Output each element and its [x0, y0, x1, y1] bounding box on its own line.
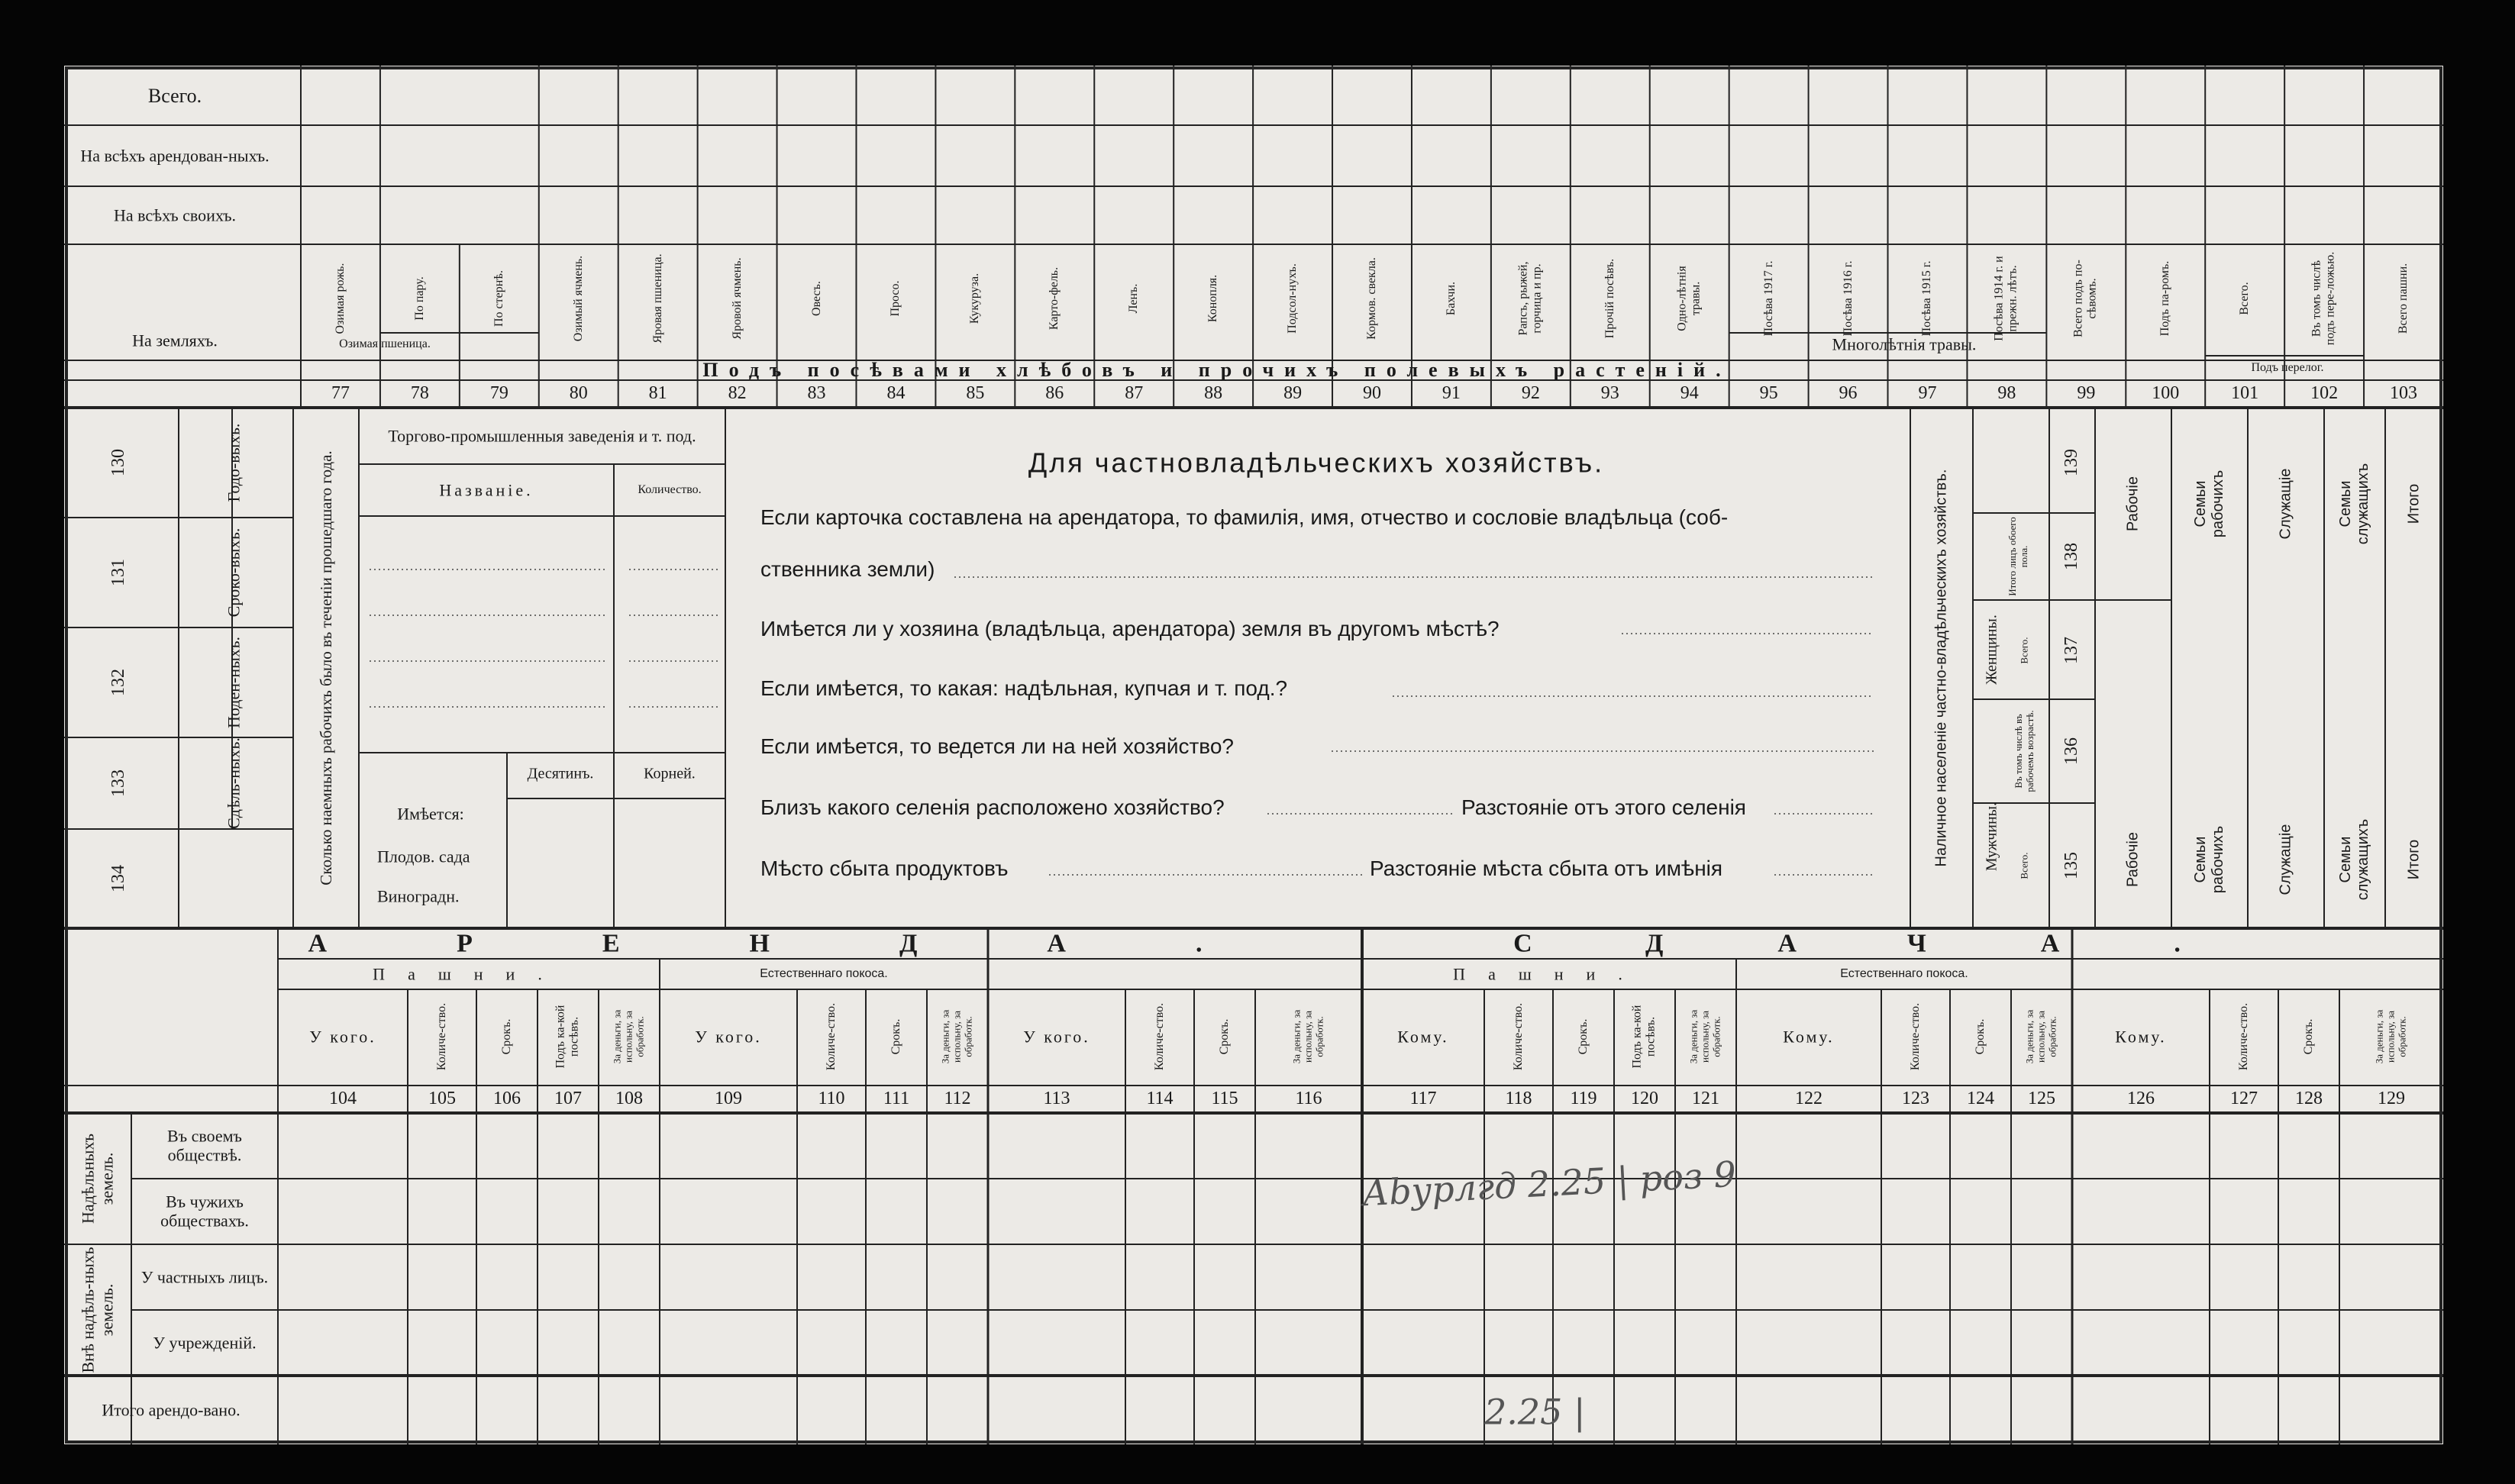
lease-header-3: Подъ ка-кой посѣвъ.: [554, 1005, 581, 1069]
handwritten-total: 2.25 |: [1484, 1391, 1586, 1433]
lease-header-6: Количе-ство.: [824, 1002, 838, 1071]
bottom-row-uchrezhdeniy: У учрежденій.: [153, 1333, 257, 1353]
workers-num-133: 133: [108, 769, 129, 797]
row-label-svoikh: На всѣхъ своихъ.: [114, 205, 236, 225]
population-num-139: 139: [2061, 449, 2082, 476]
lease-header-15: Срокъ.: [1576, 1018, 1590, 1055]
lease-num-121: 121: [1692, 1089, 1719, 1109]
crop-num-77: 77: [331, 383, 350, 404]
lease-header-20: Срокъ.: [1973, 1018, 1987, 1055]
crop-num-94: 94: [1680, 383, 1699, 404]
bottom-row-chuzhikh: Въ чужихъ обществахъ.: [160, 1192, 249, 1231]
lease-num-107: 107: [554, 1089, 582, 1109]
crop-num-82: 82: [728, 383, 747, 404]
population-caption: Наличное населеніе частно-владѣльческихъ хозяйствъ.: [1932, 469, 1950, 867]
question-village: Близъ какого селенія расположено хозяйство?: [760, 795, 1225, 819]
lease-header-16: Подъ ка-кой посѣвъ.: [1630, 1005, 1658, 1069]
population-men-vsego: Всего.: [2018, 852, 2030, 879]
trade-garden-label: Плодов. сада: [377, 847, 470, 866]
lease-header-17: За деньги, за испольну, за обработк.: [1687, 1009, 1722, 1064]
lease-header-12: За деньги, за испольну, за обработк.: [1290, 1009, 1325, 1064]
bottom-row-chastnykh: У частныхъ лицъ.: [140, 1267, 269, 1287]
population-num-135: 135: [2061, 852, 2082, 879]
workers-num-132: 132: [108, 669, 129, 696]
census-form-card: [64, 66, 2443, 1444]
handwritten-note: Аbурлгд 2.25 | роз 9: [1361, 1153, 1738, 1215]
lease-num-126: 126: [2127, 1089, 2155, 1109]
crop-label-98: Посѣва 1914 г. и прежн. лѣтъ.: [1993, 256, 2020, 341]
lease-num-112: 112: [944, 1089, 971, 1109]
crop-banner: Подъ посѣвами хлѣбовъ и прочихъ полевыхъ растеній.: [702, 359, 1732, 382]
crop-label-89: Подсол-нухъ.: [1285, 263, 1299, 334]
crop-num-102: 102: [2310, 383, 2339, 404]
crop-label-95: Посѣва 1917 г.: [1761, 260, 1775, 337]
workers-label-133: Сдѣль-ныхъ.: [224, 737, 244, 829]
population-women-vsego: Всего.: [2018, 637, 2030, 664]
crop-num-84: 84: [886, 383, 906, 404]
lease-num-122: 122: [1795, 1089, 1822, 1109]
lease-num-124: 124: [1967, 1089, 1994, 1109]
lease-header-9: У кого.: [1023, 1027, 1090, 1047]
trade-title: Торгово-промышленныя заведенія и т. под.: [388, 426, 696, 446]
crop-label-87: Ленъ.: [1127, 283, 1141, 314]
crop-num-88: 88: [1204, 383, 1223, 404]
bottom-row-svoem: Въ своемъ обществѣ.: [167, 1126, 242, 1165]
workers-num-130: 130: [108, 449, 129, 476]
lease-header-10: Количе-ство.: [1152, 1002, 1166, 1071]
crop-label-93: Прочій посѣвъ.: [1603, 258, 1616, 339]
population-cat-top-0: Рабочіе: [2124, 476, 2142, 531]
lease-pashni-2: Пашни.: [1453, 964, 1645, 984]
crop-label-92: Рапсъ, рыжей, горчица и пр.: [1516, 261, 1544, 336]
lease-pokos-2: Естественнаго покоса.: [1840, 966, 1968, 980]
bottom-nadel-group: Надѣльныхъ земель.: [78, 1134, 117, 1224]
population-cat-bottom-1: Семьи рабочихъ: [2192, 825, 2226, 894]
crop-num-100: 100: [2152, 383, 2180, 404]
group-label-perelog: Подъ перелог.: [2251, 360, 2324, 374]
bottom-vne-group: Внѣ надѣль-ныхъ земель.: [78, 1247, 117, 1373]
crop-num-89: 89: [1283, 383, 1303, 404]
question-owner: Если карточка составлена на арендатора, то фамилія, имя, отчество и сословіе владѣльца (соб-: [760, 505, 1729, 529]
lease-num-128: 128: [2295, 1089, 2323, 1109]
lease-num-113: 113: [1043, 1089, 1070, 1109]
lease-num-109: 109: [715, 1089, 742, 1109]
crop-num-87: 87: [1125, 383, 1144, 404]
crop-label-86: Карто-фель.: [1048, 266, 1061, 331]
bottom-row-total: Итого арендо-вано.: [102, 1400, 241, 1420]
crop-num-81: 81: [648, 383, 667, 404]
crop-num-103: 103: [2390, 383, 2418, 404]
population-cat-bottom-4: Итого: [2405, 839, 2423, 880]
lease-num-129: 129: [2378, 1089, 2405, 1109]
lease-num-114: 114: [1146, 1089, 1174, 1109]
crop-label-102: Въ томъ числѣ подъ пере-ложью.: [2310, 251, 2338, 346]
population-cat-top-4: Итого: [2405, 483, 2423, 524]
row-label-vsego: Всего.: [147, 85, 202, 108]
crop-label-79: По стернѣ.: [492, 270, 505, 327]
crop-num-97: 97: [1918, 383, 1937, 404]
trade-korney-header: Корней.: [644, 765, 696, 782]
lease-header-13: Кому.: [1397, 1027, 1449, 1047]
question-farming: Если имѣется, то ведется ли на ней хозяйство?: [760, 734, 1234, 758]
row-label-arendovannykh: На всѣхъ арендован-ныхъ.: [80, 146, 270, 166]
crop-label-77: Озимая рожь.: [333, 263, 347, 334]
crop-label-101: Всего.: [2237, 282, 2251, 315]
lease-header-1: Количе-ство.: [434, 1002, 448, 1071]
crop-label-82: Яровой ячмень.: [730, 257, 744, 340]
crop-label-94: Одно-лѣтнія травы.: [1675, 266, 1703, 331]
lease-header-4: За деньги, за испольну, за обработк.: [611, 1009, 646, 1064]
lease-num-108: 108: [615, 1089, 643, 1109]
lease-header-2: Срокъ.: [499, 1018, 513, 1055]
population-cat-bottom-0: Рабочіе: [2124, 832, 2142, 887]
group-label-ozimaya: Озимая пшеница.: [339, 337, 431, 350]
lease-num-110: 110: [818, 1089, 845, 1109]
crop-label-88: Конопля.: [1206, 274, 1219, 323]
crop-label-91: Бахчи.: [1444, 281, 1458, 316]
crop-label-80: Озимый ячмень.: [571, 255, 585, 342]
question-land-type: Если имѣется, то какая: надѣльная, купчая и т. под.?: [760, 676, 1288, 700]
crop-num-79: 79: [489, 383, 508, 404]
lease-header-23: Количе-ство.: [2236, 1002, 2250, 1071]
population-cat-top-2: Служащіе: [2277, 468, 2294, 540]
lease-header-5: У кого.: [695, 1027, 762, 1047]
question-other-land: Имѣется ли у хозяина (владѣльца, арендатора) земля въ другомъ мѣстѣ?: [760, 616, 1500, 640]
lease-header-19: Количе-ство.: [1908, 1002, 1922, 1071]
question-owner-cont: ственника земли): [760, 556, 935, 581]
crop-label-96: Посѣва 1916 г.: [1841, 260, 1855, 337]
lease-pashni-1: Пашни.: [373, 964, 565, 984]
lease-header-25: За деньги, за испольну, за обработк.: [2373, 1009, 2408, 1064]
lease-num-118: 118: [1505, 1089, 1532, 1109]
lease-num-123: 123: [1902, 1089, 1929, 1109]
lease-num-119: 119: [1570, 1089, 1597, 1109]
workers-num-131: 131: [108, 559, 129, 586]
crop-label-90: Кормов. свекла.: [1364, 257, 1378, 340]
question-market-distance: Разстояніе мѣста сбыта отъ имѣнія: [1370, 856, 1723, 880]
population-cat-bottom-3: Семьи служащихъ: [2337, 818, 2371, 901]
crop-label-103: Всего пашни.: [2396, 263, 2410, 334]
crop-label-83: Овесъ.: [809, 281, 823, 316]
lease-num-115: 115: [1211, 1089, 1238, 1109]
lease-arenda-title: АРЕНДА.: [308, 929, 1332, 958]
workers-label-130: Годо-выхъ.: [224, 423, 244, 502]
population-num-137: 137: [2061, 637, 2082, 664]
trade-qty-header: Количество.: [638, 482, 702, 496]
trade-desyatin-header: Десятинъ.: [527, 765, 594, 782]
crop-num-86: 86: [1045, 383, 1064, 404]
population-total-both: Итого лицъ обоего пола.: [2007, 517, 2029, 596]
lease-num-125: 125: [2028, 1089, 2055, 1109]
lease-header-0: У кого.: [309, 1027, 376, 1047]
population-num-136: 136: [2061, 737, 2082, 765]
crop-num-85: 85: [966, 383, 985, 404]
lease-sdacha-title: СДАЧА.: [1513, 929, 2295, 958]
crop-label-85: Кукуруза.: [968, 273, 982, 324]
crop-num-93: 93: [1600, 383, 1619, 404]
crop-label-97: Посѣва 1915 г.: [1920, 260, 1934, 337]
population-men: Мужчины.: [1983, 802, 2000, 872]
lease-num-116: 116: [1295, 1089, 1322, 1109]
lease-header-18: Кому.: [1783, 1027, 1835, 1047]
population-men-working: Въ томъ числѣ въ рабочемъ возрастѣ.: [2013, 710, 2036, 792]
crop-num-92: 92: [1521, 383, 1540, 404]
trade-name-header: Названіе.: [439, 480, 534, 500]
workers-num-134: 134: [108, 865, 129, 892]
crop-num-78: 78: [410, 383, 429, 404]
crop-num-83: 83: [807, 383, 826, 404]
lease-num-106: 106: [493, 1089, 521, 1109]
lease-num-127: 127: [2230, 1089, 2258, 1109]
lease-header-21: За деньги, за испольну, за обработк.: [2023, 1009, 2058, 1064]
crop-label-99: Всего подъ по-сѣвомъ.: [2071, 260, 2100, 337]
lease-num-105: 105: [428, 1089, 456, 1109]
workers-label-132: Поден-ныхъ.: [224, 637, 244, 728]
crop-label-78: По пару.: [412, 276, 426, 321]
lease-header-11: Срокъ.: [1217, 1018, 1231, 1055]
lease-header-14: Количе-ство.: [1511, 1002, 1525, 1071]
population-women: Женщины.: [1983, 615, 2000, 685]
lease-header-7: Срокъ.: [889, 1018, 902, 1055]
population-cat-top-1: Семьи рабочихъ: [2192, 469, 2226, 538]
lease-header-8: За деньги, за испольну, за обработк.: [939, 1009, 974, 1064]
lease-num-111: 111: [883, 1089, 910, 1109]
question-village-distance: Разстояніе отъ этого селенія: [1461, 795, 1746, 819]
question-market: Мѣсто сбыта продуктовъ: [760, 856, 1009, 880]
private-farms-title: Для частновладѣльческихъ хозяйствъ.: [1028, 447, 1605, 479]
crop-num-80: 80: [569, 383, 588, 404]
lease-num-104: 104: [329, 1089, 357, 1109]
population-num-138: 138: [2061, 543, 2082, 570]
workers-label-131: Сроко-выхъ.: [224, 527, 244, 618]
workers-caption: Сколько наемныхъ рабочихъ было въ теченіи прошедшаго года.: [316, 450, 335, 886]
lease-header-24: Срокъ.: [2301, 1018, 2315, 1055]
crop-num-90: 90: [1363, 383, 1381, 404]
trade-vineyard-label: Виноградн.: [377, 886, 460, 906]
row-label-zemlyakh: На земляхъ.: [132, 331, 218, 350]
crop-num-98: 98: [1997, 383, 2016, 404]
crop-num-96: 96: [1839, 383, 1858, 404]
crop-label-100: Подъ па-ромъ.: [2158, 260, 2172, 337]
trade-has-label: Имѣется:: [397, 804, 464, 824]
crop-num-91: 91: [1442, 383, 1461, 404]
lease-header-22: Кому.: [2115, 1027, 2167, 1047]
group-label-mnogolet: Многолѣтнія травы.: [1832, 334, 1977, 354]
lease-num-120: 120: [1631, 1089, 1658, 1109]
crop-num-95: 95: [1759, 383, 1778, 404]
crop-label-84: Просо.: [889, 280, 902, 317]
crop-num-101: 101: [2231, 383, 2259, 404]
lease-num-117: 117: [1409, 1089, 1437, 1109]
crop-label-81: Яровая пшеница.: [651, 253, 664, 344]
crop-num-99: 99: [2077, 383, 2096, 404]
population-cat-top-3: Семьи служащихъ: [2337, 463, 2371, 545]
population-cat-bottom-2: Служащіе: [2277, 824, 2294, 895]
lease-pokos-1: Естественнаго покоса.: [760, 966, 888, 980]
